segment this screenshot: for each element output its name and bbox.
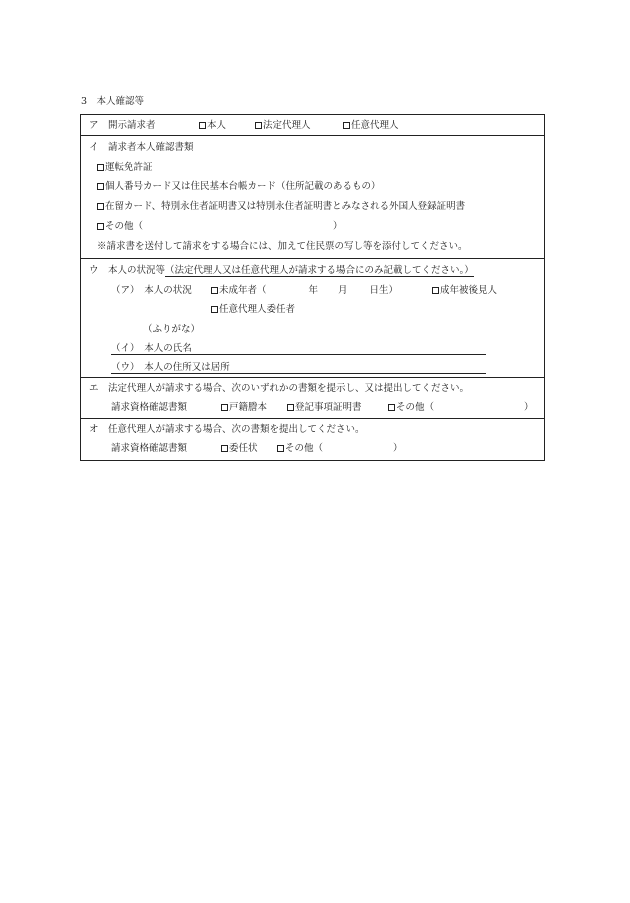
option-residence-card[interactable]: 在留カード、特別永住者証明書又は特別永住者証明書とみなされる外国人登録証明書 [97,202,465,212]
checkbox-power-of-attorney[interactable] [221,445,228,452]
checkbox-drivers-license[interactable] [97,164,104,171]
voluntary-agent-instruction: オ 任意代理人が請求する場合、次の書類を提出してください。 [89,424,365,435]
id-documents-label: イ 請求者本人確認書類 [89,142,194,153]
option-individual-number-card[interactable]: 個人番号カード又は住民基本台帳カード（住所記載のあるもの） [97,182,381,192]
checkbox-voluntary-other[interactable] [277,445,284,452]
checkbox-family-register[interactable] [221,404,228,411]
requester-label: ア 開示請求者 [89,120,156,131]
option-other-document[interactable]: その他（ ） [97,222,343,232]
principal-status-section [81,258,544,377]
option-family-register[interactable]: 戸籍謄本 [221,403,267,413]
principal-status-note: （法定代理人又は任意代理人が請求する場合にのみ記載してください。） [165,265,474,276]
checkbox-adult-ward[interactable] [432,287,439,294]
checkbox-self[interactable] [199,122,206,129]
legal-agent-doc-label: 請求資格確認書類 [111,402,188,413]
legal-agent-instruction: エ 法定代理人が請求する場合、次のいずれかの書類を提示し、又は提出してください。 [89,383,470,394]
section-heading: 3 本人確認等 [81,96,145,107]
option-legal-agent[interactable]: 法定代理人 [255,121,311,131]
checkbox-legal-other[interactable] [388,404,395,411]
option-voluntary-other[interactable]: その他（ ） [277,444,403,454]
legal-agent-documents-section [81,377,544,418]
requester-id-documents-section [81,135,544,258]
option-power-of-attorney[interactable]: 委任状 [221,444,258,454]
checkbox-individual-number-card[interactable] [97,183,104,190]
option-legal-other[interactable]: その他（ ） [388,403,534,413]
mail-request-note: ※請求書を送付して請求をする場合には、加えて住民票の写し等を添付してください。 [97,241,468,252]
voluntary-agent-doc-label: 請求資格確認書類 [111,443,188,454]
furigana-label: （ふりがな） [143,324,201,335]
option-voluntary-agent[interactable]: 任意代理人 [343,121,399,131]
principal-name-field[interactable]: （イ） 本人の氏名 [111,344,486,355]
checkbox-registry-certificate[interactable] [287,404,294,411]
principal-condition-label: （ア） 本人の状況 [111,285,192,296]
voluntary-agent-documents-section [81,418,544,460]
option-adult-ward[interactable]: 成年被後見人 [432,286,497,296]
option-voluntary-principal[interactable]: 任意代理人委任者 [211,305,295,315]
checkbox-legal-agent[interactable] [255,122,262,129]
requester-section [81,115,544,135]
checkbox-voluntary-principal[interactable] [211,306,218,313]
principal-address-field[interactable]: （ウ） 本人の住所又は居所 [111,363,486,374]
checkbox-other-document[interactable] [97,223,104,230]
option-minor[interactable]: 未成年者（ 年 月 日生） [211,286,398,296]
principal-status-label: ウ 本人の状況等（法定代理人又は任意代理人が請求する場合にのみ記載してください。） [89,265,474,276]
checkbox-voluntary-agent[interactable] [343,122,350,129]
option-drivers-license[interactable]: 運転免許証 [97,163,153,173]
checkbox-minor[interactable] [211,287,218,294]
option-self[interactable]: 本人 [199,121,226,131]
option-registry-certificate[interactable]: 登記事項証明書 [287,403,362,413]
checkbox-residence-card[interactable] [97,203,104,210]
identity-confirmation-table [80,114,545,461]
